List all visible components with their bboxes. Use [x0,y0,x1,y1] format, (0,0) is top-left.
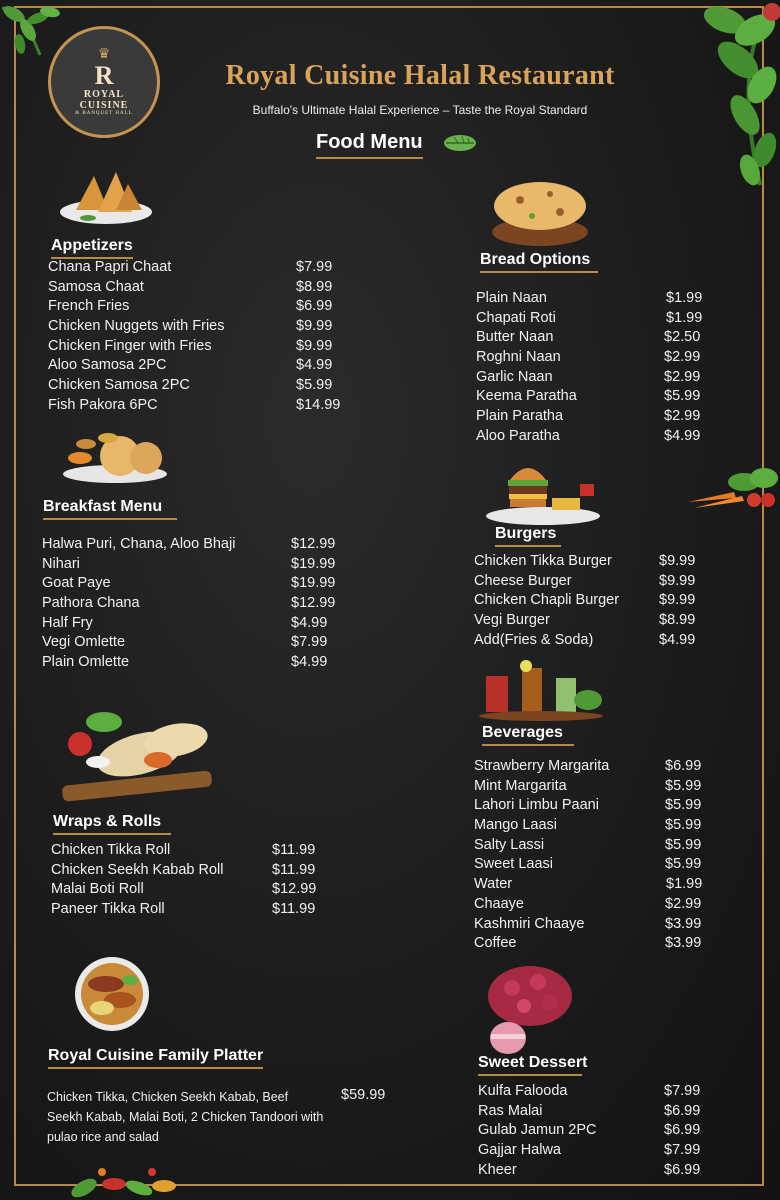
item-name: Chaaye [474,895,524,912]
item-price: $4.99 [291,614,328,631]
item-price: $11.99 [272,901,316,918]
dessert-image [484,962,576,1058]
item-price: $6.99 [664,1161,701,1178]
item-price: $2.99 [665,895,702,912]
item-name: Half Fry [42,614,93,631]
item-price: $1.99 [666,309,703,326]
item-name: Gulab Jamun 2PC [478,1122,597,1139]
item-price: $5.99 [665,797,702,814]
item-name: Keema Paratha [476,388,577,405]
item-name: Butter Naan [476,329,554,346]
item-price: $7.99 [664,1083,701,1099]
bread-heading: Bread Options [480,251,598,273]
item-price: $6.99 [665,758,702,774]
item-name: Vegi Burger [474,612,550,629]
item-name: Aloo Paratha [476,427,560,444]
item-price: $1.99 [666,876,703,893]
item-price: $4.99 [296,357,333,374]
item-price: $4.99 [664,427,701,444]
item-price: $2.99 [664,408,701,425]
item-name: Strawberry Margarita [474,758,610,774]
item-price: $8.99 [296,278,333,295]
item-price: $2.50 [664,329,701,346]
logo-line-1: ROYAL [83,89,125,101]
item-price: $9.99 [659,553,696,569]
food-menu-heading: Food Menu [316,131,423,159]
item-price: $5.99 [665,856,702,873]
item-price: $12.99 [272,881,317,898]
wraps-image [58,704,218,804]
leaf-icon [442,132,478,154]
item-name: Kulfa Falooda [478,1083,568,1099]
item-name: Chicken Tikka Burger [474,553,612,569]
item-price: $11.99 [272,842,316,858]
item-name: Add(Fries & Soda) [474,631,594,648]
item-price: $19.99 [291,575,336,592]
naan-image [490,176,590,248]
beverages-image [476,658,606,722]
beverages-heading: Beverages [482,724,574,746]
item-price: $12.99 [291,536,336,552]
restaurant-tagline: Buffalo's Ultimate Halal Experience – Taste the Royal Standard [252,103,588,117]
dessert-heading: Sweet Dessert [478,1054,582,1076]
item-price: $5.99 [665,777,702,794]
item-price: $14.99 [296,396,341,413]
item-name: Plain Omlette [42,654,130,671]
herb-decoration-top-right [650,0,780,190]
appetizers-heading: Appetizers [51,237,133,259]
item-name: Chapati Roti [476,309,556,326]
item-price: $7.99 [296,259,333,275]
item-price: $2.99 [664,368,701,385]
item-price: $4.99 [659,631,696,648]
item-price: $5.99 [296,377,333,394]
platter-price: $59.99 [341,1087,386,1103]
item-name: Nihari [42,555,80,572]
item-name: Chicken Nuggets with Fries [48,318,225,335]
item-name: Chicken Seekh Kabab Roll [51,861,224,878]
item-price: $5.99 [664,388,701,405]
item-name: French Fries [48,298,130,315]
item-price: $4.99 [291,654,328,671]
item-name: Mint Margarita [474,777,567,794]
item-name: Salty Lassi [474,836,545,853]
breakfast-heading: Breakfast Menu [43,498,177,520]
item-price: $19.99 [291,555,336,572]
wraps-heading: Wraps & Rolls [53,813,171,835]
item-price: $9.99 [659,572,696,589]
item-price: $9.99 [296,337,333,354]
item-price: $9.99 [659,592,696,609]
item-name: Gajjar Halwa [478,1142,561,1159]
item-price: $5.99 [665,836,702,853]
item-name: Kashmiri Chaaye [474,915,585,932]
item-name: Plain Naan [476,290,547,306]
item-name: Lahori Limbu Paani [474,797,599,814]
item-name: Chicken Chapli Burger [474,592,620,609]
item-name: Paneer Tikka Roll [51,901,165,918]
platter-heading: Royal Cuisine Family Platter [48,1047,263,1069]
logo-line-2: CUISINE [79,100,129,112]
platter-image [72,956,152,1034]
item-name: Roghni Naan [476,349,561,366]
item-name: Pathora Chana [42,595,140,612]
spices-decoration [64,1158,184,1200]
item-name: Garlic Naan [476,368,553,385]
item-name: Water [474,876,513,893]
item-name: Mango Laasi [474,817,558,834]
item-price: $5.99 [665,817,702,834]
item-name: Samosa Chaat [48,278,144,295]
samosa-image [58,168,154,226]
item-price: $7.99 [291,634,328,651]
item-name: Cheese Burger [474,572,572,589]
item-name: Malai Boti Roll [51,881,144,898]
item-name: Aloo Samosa 2PC [48,357,167,374]
item-price: $7.99 [664,1142,701,1159]
item-price: $2.99 [664,349,701,366]
halwa-puri-image [60,428,170,484]
item-price: $6.99 [296,298,333,315]
item-name: Goat Paye [42,575,111,592]
restaurant-title: Royal Cuisine Halal Restaurant [225,60,615,91]
item-name: Chana Papri Chaat [48,259,172,275]
item-price: $1.99 [666,290,703,306]
item-price: $3.99 [665,915,702,932]
item-price: $3.99 [665,935,702,952]
item-price: $12.99 [291,595,336,612]
restaurant-logo [48,26,160,138]
item-price: $6.99 [664,1102,701,1119]
crown-icon: ♛ [97,46,111,62]
item-price: $11.99 [272,861,316,878]
burgers-heading: Burgers [495,525,561,547]
item-name: Halwa Puri, Chana, Aloo Bhaji [42,536,236,552]
item-price: $9.99 [296,318,333,335]
item-name: Chicken Finger with Fries [48,337,212,354]
platter-description: Chicken Tikka, Chicken Seekh Kabab, Beef Seekh Kabab, Malai Boti, 2 Chicken Tandoori with pulao rice and salad [47,1090,324,1144]
item-name: Ras Malai [478,1102,543,1119]
logo-monogram: R [94,60,114,90]
item-name: Plain Paratha [476,408,564,425]
logo-line-3: & BANQUET HALL [75,111,133,117]
item-name: Fish Pakora 6PC [48,396,158,413]
item-name: Sweet Laasi [474,856,553,873]
item-name: Vegi Omlette [42,634,126,651]
item-price: $8.99 [659,612,696,629]
item-price: $6.99 [664,1122,701,1139]
item-name: Chicken Samosa 2PC [48,377,190,394]
burger-image [484,454,602,526]
item-name: Chicken Tikka Roll [51,842,171,858]
item-name: Coffee [474,935,517,952]
vegetables-decoration [684,464,780,512]
item-name: Kheer [478,1161,517,1178]
